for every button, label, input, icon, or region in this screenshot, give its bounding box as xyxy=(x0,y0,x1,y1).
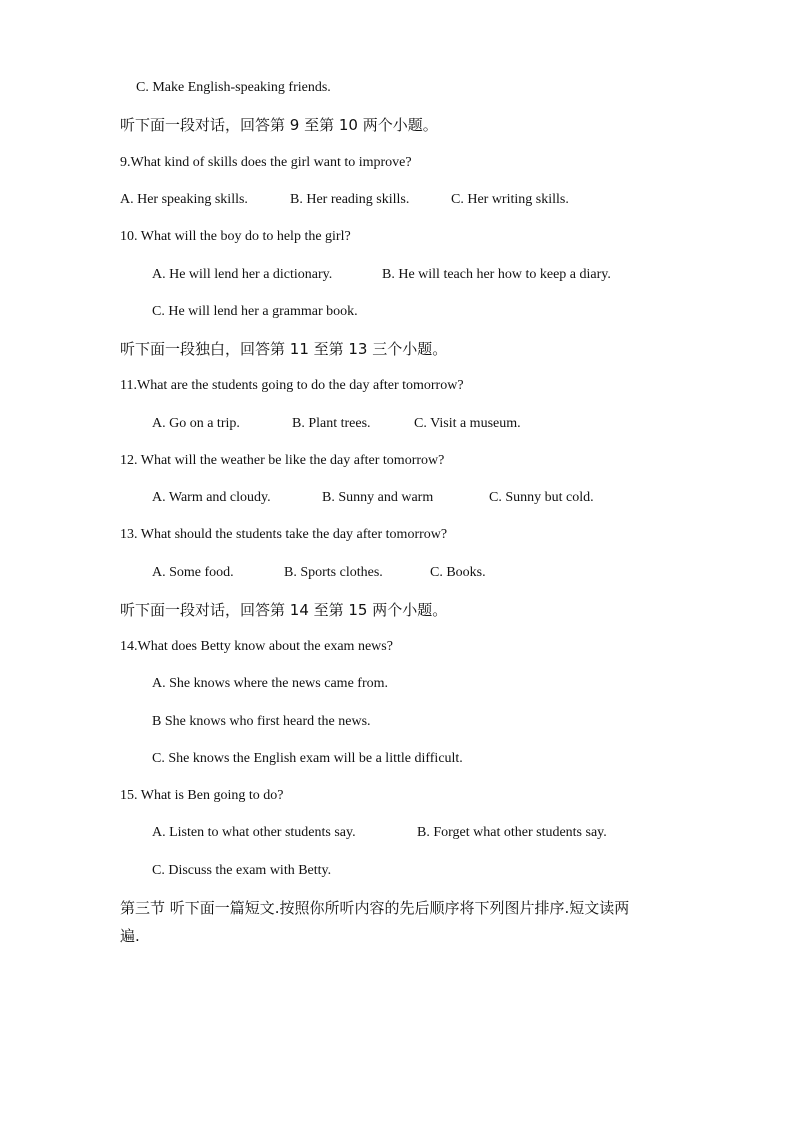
q14-option-b: B She knows who first heard the news. xyxy=(152,714,371,729)
q8-option-c: C. Make English-speaking friends. xyxy=(136,80,331,95)
q9-option-c: C. Her writing skills. xyxy=(451,192,569,207)
question-11: 11.What are the students going to do the day after tomorrow? xyxy=(120,378,464,393)
section-three-instruction: 第三节 听下面一篇短文.按照你所听内容的先后顺序将下列图片排序.短文读两 xyxy=(120,899,630,917)
q10-option-a: A. He will lend her a dictionary. xyxy=(152,267,333,282)
question-15: 15. What is Ben going to do? xyxy=(120,788,284,803)
question-10-options-ab xyxy=(152,266,611,284)
section-instruction-11-13: 听下面一段独白，回答第 11 至第 13 三个小题。 xyxy=(120,340,448,358)
section-instruction-9-10: 听下面一段对话，回答第 9 至第 10 两个小题。 xyxy=(120,116,438,134)
question-13-options xyxy=(152,564,486,582)
q12-option-b: B. Sunny and warm xyxy=(322,490,434,505)
q15-option-b: B. Forget what other students say. xyxy=(417,825,607,840)
q10-option-b: B. He will teach her how to keep a diary. xyxy=(382,267,611,282)
question-11-options xyxy=(152,415,521,433)
q11-option-b: B. Plant trees. xyxy=(292,416,371,431)
q11-option-c: C. Visit a museum. xyxy=(414,416,521,431)
question-12: 12. What will the weather be like the day after tomorrow? xyxy=(120,453,445,468)
question-9-options xyxy=(120,191,569,209)
q13-option-a: A. Some food. xyxy=(152,565,234,580)
question-15-options-ab xyxy=(152,824,607,842)
q10-option-c: C. He will lend her a grammar book. xyxy=(152,304,358,319)
q11-option-a: A. Go on a trip. xyxy=(152,416,240,431)
q12-option-c: C. Sunny but cold. xyxy=(489,490,594,505)
question-12-options xyxy=(152,489,594,507)
q9-option-a: A. Her speaking skills. xyxy=(120,192,248,207)
q14-option-a: A. She knows where the news came from. xyxy=(152,676,388,691)
q13-option-c: C. Books. xyxy=(430,565,486,580)
q14-option-c: C. She knows the English exam will be a little difficult. xyxy=(152,751,463,766)
section-instruction-14-15: 听下面一段对话，回答第 14 至第 15 两个小题。 xyxy=(120,601,448,619)
question-13: 13. What should the students take the day after tomorrow? xyxy=(120,527,448,542)
q15-option-c: C. Discuss the exam with Betty. xyxy=(152,863,332,878)
question-9: 9.What kind of skills does the girl want to improve? xyxy=(120,155,412,170)
q15-option-a: A. Listen to what other students say. xyxy=(152,825,356,840)
q12-option-a: A. Warm and cloudy. xyxy=(152,490,271,505)
question-14: 14.What does Betty know about the exam news? xyxy=(120,639,393,654)
q13-option-b: B. Sports clothes. xyxy=(284,565,383,580)
section-three-instruction-continued: 遍. xyxy=(120,927,140,945)
question-10: 10. What will the boy do to help the girl? xyxy=(120,229,351,244)
q9-option-b: B. Her reading skills. xyxy=(290,192,410,207)
